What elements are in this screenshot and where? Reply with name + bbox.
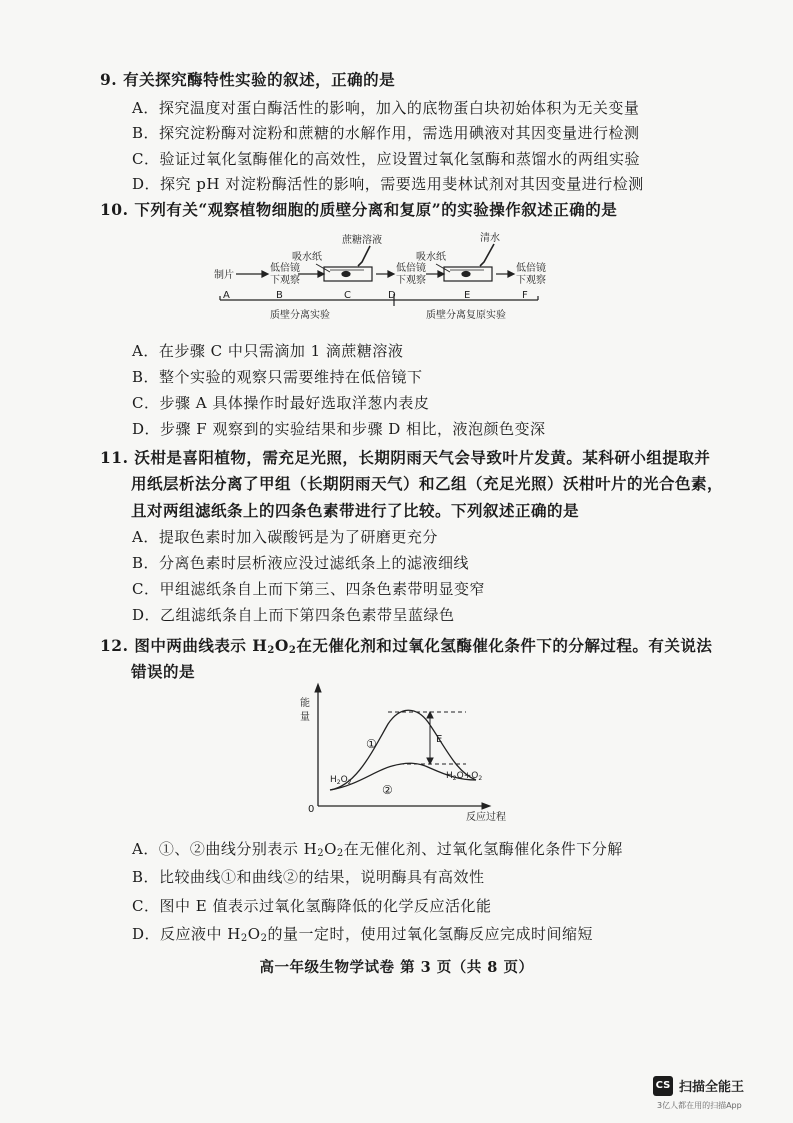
label-observe-2: 下观察 xyxy=(396,275,426,286)
label-blotting-paper-2: 吸水纸 xyxy=(416,252,446,263)
label-blotting-paper-1: 吸水纸 xyxy=(292,252,322,263)
question-11-stem-line2: 用纸层析法分离了甲组（长期阴雨天气）和乙组（充足光照）沃柑叶片的光合色素， xyxy=(131,474,724,493)
products-label: $H_2O+O_2$ xyxy=(446,771,483,782)
label-observe: 下观察 xyxy=(270,275,300,286)
step-d: D xyxy=(388,290,396,301)
q12-option-d: D．反应液中 $H_2O_2$的量一定时，使用过氧化氢酶反应完成时间缩短 xyxy=(132,925,593,944)
q9-option-c: C．验证过氧化氢酶催化的高效性，应设置过氧化氢酶和蒸馏水的两组实验 xyxy=(132,150,640,168)
energy-e-label: E xyxy=(436,734,443,745)
page-footer: 高一年级生物学试卷 第 3 页（共 8 页） xyxy=(259,959,534,976)
watermark-tagline: 3亿人都在用的扫描App xyxy=(657,1101,742,1110)
camscanner-logo-icon: CS xyxy=(653,1076,673,1096)
curve-1-label: ① xyxy=(366,737,377,751)
step-a: A xyxy=(223,290,230,301)
label-observe-3: 下观察 xyxy=(516,275,546,286)
step-e: E xyxy=(464,290,471,301)
question-11-stem: 11. 沃柑是喜阳植物，需充足光照，长期阴雨天气会导致叶片发黄。某科研小组提取并 xyxy=(100,448,711,467)
q10-option-a: A．在步骤 C 中只需滴加 1 滴蔗糖溶液 xyxy=(132,342,404,360)
q12-option-c: C．图中 E 值表示过氧化氢酶降低的化学反应活化能 xyxy=(132,897,492,915)
y-axis-label-1: 能 xyxy=(300,698,310,709)
step-f: F xyxy=(522,290,528,301)
q9-option-a: A．探究温度对蛋白酶活性的影响，加入的底物蛋白块初始体积为无关变量 xyxy=(132,99,640,117)
step-c: C xyxy=(344,290,351,301)
label-sucrose-solution: 蔗糖溶液 xyxy=(342,235,382,246)
q11-option-a: A．提取色素时加入碳酸钙是为了研磨更充分 xyxy=(132,528,438,546)
question-10-stem: 10. 下列有关“观察植物细胞的质壁分离和复原”的实验操作叙述正确的是 xyxy=(100,200,618,219)
question-9-stem: 9. 有关探究酶特性实验的叙述，正确的是 xyxy=(100,70,396,89)
q11-option-c: C．甲组滤纸条自上而下第三、四条色素带明显变窄 xyxy=(132,580,485,598)
q9-option-d: D．探究 pH 对淀粉酶活性的影响，需要选用斐林试剂对其因变量进行检测 xyxy=(132,175,644,193)
curve-2-label: ② xyxy=(382,783,393,797)
x-axis-label: 反应过程 xyxy=(466,812,506,823)
y-axis-label-2: 量 xyxy=(300,712,310,723)
q9-option-b: B．探究淀粉酶对淀粉和蔗糖的水解作用，需选用碘液对其因变量进行检测 xyxy=(132,124,640,142)
q10-option-b: B．整个实验的观察只需要维持在低倍镜下 xyxy=(132,368,423,386)
plasmolysis-flow-diagram xyxy=(212,226,547,334)
q11-option-d: D．乙组滤纸条自上而下第四条色素带呈蓝绿色 xyxy=(132,606,455,624)
watermark-app-name: 扫描全能王 xyxy=(679,1080,745,1095)
scanner-watermark xyxy=(653,1074,783,1114)
question-12-stem-line2: 错误的是 xyxy=(131,662,196,681)
q10-option-c: C．步骤 A 具体操作时最好选取洋葱内表皮 xyxy=(132,394,430,412)
label-plasmolysis: 质壁分离实验 xyxy=(270,310,330,321)
energy-reaction-graph xyxy=(296,682,506,823)
q12-option-a: A．①、②曲线分别表示 $H_2O_2$在无催化剂、过氧化氢酶催化条件下分解 xyxy=(132,840,623,859)
label-low-power-2: 低倍镜 xyxy=(396,263,426,274)
label-water: 清水 xyxy=(480,233,500,244)
origin-label: 0 xyxy=(308,804,315,815)
question-12-stem: 12. 图中两曲线表示 $H_2O_2$在无催化剂和过氧化氢酶催化条件下的分解过程。有关说法 xyxy=(100,636,713,656)
question-11-stem-line3: 且对两组滤纸条上的四条色素带进行了比较。下列叙述正确的是 xyxy=(131,501,580,520)
label-make-slide: 制片 xyxy=(214,270,234,281)
question-number: 9. xyxy=(100,70,118,89)
q11-option-b: B．分离色素时层析液应没过滤纸条上的滤液细线 xyxy=(132,554,470,572)
label-low-power-3: 低倍镜 xyxy=(516,263,546,274)
reactant-label: $H_2O_2$ xyxy=(330,775,352,786)
q12-option-b: B．比较曲线①和曲线②的结果，说明酶具有高效性 xyxy=(132,868,485,886)
label-low-power: 低倍镜 xyxy=(270,263,300,274)
q10-option-d: D．步骤 F 观察到的实验结果和步骤 D 相比，液泡颜色变深 xyxy=(132,420,546,438)
step-b: B xyxy=(276,290,283,301)
label-deplasmolysis: 质壁分离复原实验 xyxy=(426,310,506,321)
